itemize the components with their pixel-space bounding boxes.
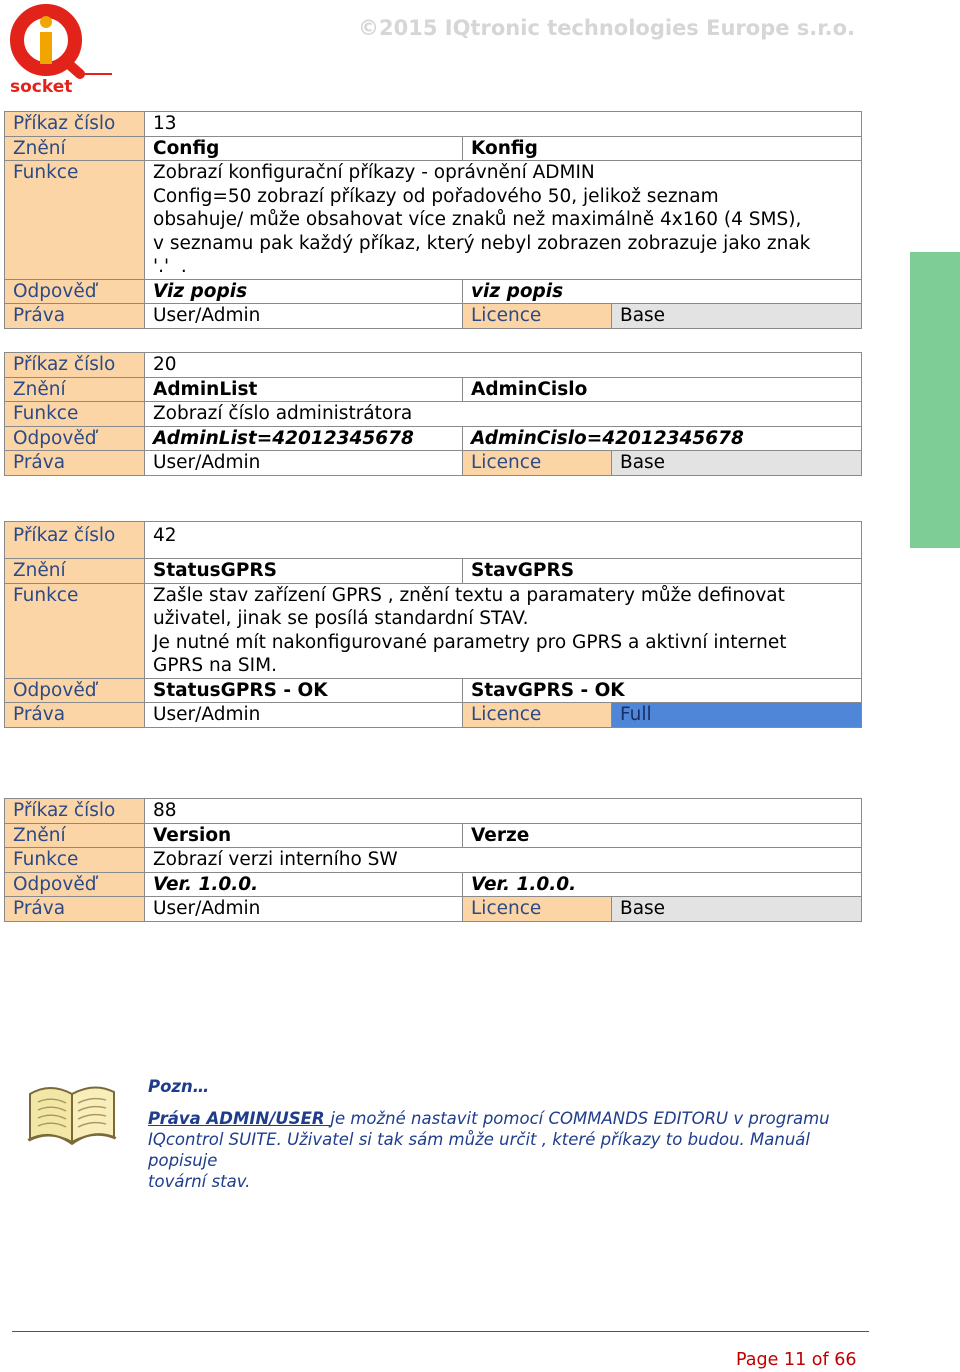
label-rights: Práva	[5, 703, 145, 728]
row-function	[5, 161, 862, 280]
function-text	[145, 402, 862, 427]
label-syntax: Znění	[5, 136, 145, 161]
label-response: Odpověď	[5, 678, 145, 703]
note-line: tovární stav.	[148, 1172, 251, 1191]
row-syntax	[5, 377, 862, 402]
label-rights: Práva	[5, 304, 145, 329]
command-table-13	[4, 111, 862, 329]
label-licence: Licence	[463, 304, 612, 329]
note-text: je možné nastavit pomocí COMMANDS EDITORU v programu	[330, 1109, 830, 1128]
syntax-cz: Konfig	[463, 136, 862, 161]
function-line: v seznamu pak každý příkaz, který nebyl zobrazen zobrazuje jako znak	[153, 232, 811, 254]
function-line: obsahuje/ může obsahovat více znaků než maximálně 4x160 (4 SMS),	[153, 209, 802, 230]
command-table-42	[4, 521, 862, 728]
row-command-number	[5, 353, 862, 378]
response-en: Ver. 1.0.0.	[145, 872, 463, 897]
response-en: AdminList=42012345678	[145, 426, 463, 451]
row-command-number	[5, 799, 862, 824]
syntax-cz: Verze	[463, 823, 862, 848]
row-command-number	[5, 522, 862, 559]
label-response: Odpověď	[5, 872, 145, 897]
response-cz: viz popis	[463, 279, 862, 304]
row-syntax	[5, 823, 862, 848]
label-syntax: Znění	[5, 823, 145, 848]
function-line: Zobrazí konfigurační příkazy - oprávnění ADMIN	[153, 162, 595, 183]
label-rights: Práva	[5, 897, 145, 922]
label-command-number: Příkaz číslo	[5, 522, 145, 559]
licence-value: Base	[612, 897, 862, 922]
label-command-number: Příkaz číslo	[5, 112, 145, 137]
row-command-number	[5, 112, 862, 137]
rights-value: User/Admin	[145, 304, 463, 329]
licence-value: Base	[612, 304, 862, 329]
label-licence: Licence	[463, 897, 612, 922]
function-line: Je nutné mít nakonfigurované parametry pro GPRS a aktivní internet	[153, 631, 787, 653]
iqsocket-logo	[6, 4, 116, 96]
row-response	[5, 279, 862, 304]
footer-divider	[12, 1331, 869, 1332]
rights-value: User/Admin	[145, 703, 463, 728]
command-number: 20	[145, 353, 862, 378]
note-lead: Práva ADMIN/USER	[148, 1109, 331, 1128]
label-function: Funkce	[5, 583, 145, 678]
response-en: StatusGPRS - OK	[145, 678, 463, 703]
row-rights	[5, 304, 862, 329]
label-rights: Práva	[5, 451, 145, 476]
syntax-en: StatusGPRS	[145, 559, 463, 584]
function-line: Zašle stav zařízení GPRS , znění textu a paramatery může definovat	[153, 584, 785, 606]
label-command-number: Příkaz číslo	[5, 353, 145, 378]
syntax-en: Config	[145, 136, 463, 161]
page-number: Page 11 of 66	[736, 1350, 857, 1370]
open-book-icon	[26, 1078, 118, 1148]
row-function	[5, 848, 862, 873]
function-line: '.' .	[153, 256, 187, 277]
response-cz: AdminCislo=42012345678	[463, 426, 862, 451]
row-function	[5, 583, 862, 678]
response-en: Viz popis	[145, 279, 463, 304]
label-function: Funkce	[5, 402, 145, 427]
row-rights	[5, 897, 862, 922]
label-syntax: Znění	[5, 559, 145, 584]
row-syntax	[5, 136, 862, 161]
response-cz: Ver. 1.0.0.	[463, 872, 862, 897]
note-line	[148, 1108, 868, 1129]
copyright-notice: ©2015 IQtronic technologies Europe s.r.o.	[358, 16, 856, 40]
syntax-cz: AdminCislo	[463, 377, 862, 402]
row-rights	[5, 451, 862, 476]
licence-value: Full	[612, 703, 862, 728]
row-response	[5, 426, 862, 451]
licence-value: Base	[612, 451, 862, 476]
label-licence: Licence	[463, 703, 612, 728]
function-text	[145, 848, 862, 873]
function-text	[145, 583, 862, 678]
syntax-cz: StavGPRS	[463, 559, 862, 584]
function-line: uživatel, jinak se posílá standardní STAV.	[153, 608, 529, 629]
rights-value: User/Admin	[145, 451, 463, 476]
label-licence: Licence	[463, 451, 612, 476]
row-rights	[5, 703, 862, 728]
command-number: 13	[145, 112, 862, 137]
row-response	[5, 678, 862, 703]
syntax-en: AdminList	[145, 377, 463, 402]
logo-wordmark: socket	[10, 77, 73, 96]
syntax-en: Version	[145, 823, 463, 848]
response-cz: StavGPRS - OK	[463, 678, 862, 703]
side-tab-bar	[910, 252, 960, 548]
row-response	[5, 872, 862, 897]
rights-value: User/Admin	[145, 897, 463, 922]
function-line: Config=50 zobrazí příkazy od pořadového 50, jelikož seznam	[153, 185, 719, 207]
label-command-number: Příkaz číslo	[5, 799, 145, 824]
command-number: 88	[145, 799, 862, 824]
label-response: Odpověď	[5, 426, 145, 451]
command-number: 42	[145, 522, 862, 559]
function-line: Zobrazí verzi interního SW	[153, 849, 398, 870]
function-line: GPRS na SIM.	[153, 655, 277, 676]
note-block	[148, 1076, 868, 1192]
label-function: Funkce	[5, 848, 145, 873]
note-line: IQcontrol SUITE. Uživatel si tak sám může určit , které příkazy to budou. Manuál popisuje	[148, 1130, 810, 1170]
label-syntax: Znění	[5, 377, 145, 402]
function-line: Zobrazí číslo administrátora	[153, 403, 413, 424]
command-table-88	[4, 798, 862, 922]
command-table-20	[4, 352, 862, 476]
row-function	[5, 402, 862, 427]
row-syntax	[5, 559, 862, 584]
label-function: Funkce	[5, 161, 145, 280]
label-response: Odpověď	[5, 279, 145, 304]
function-text	[145, 161, 862, 280]
note-title: Pozn…	[148, 1077, 210, 1096]
